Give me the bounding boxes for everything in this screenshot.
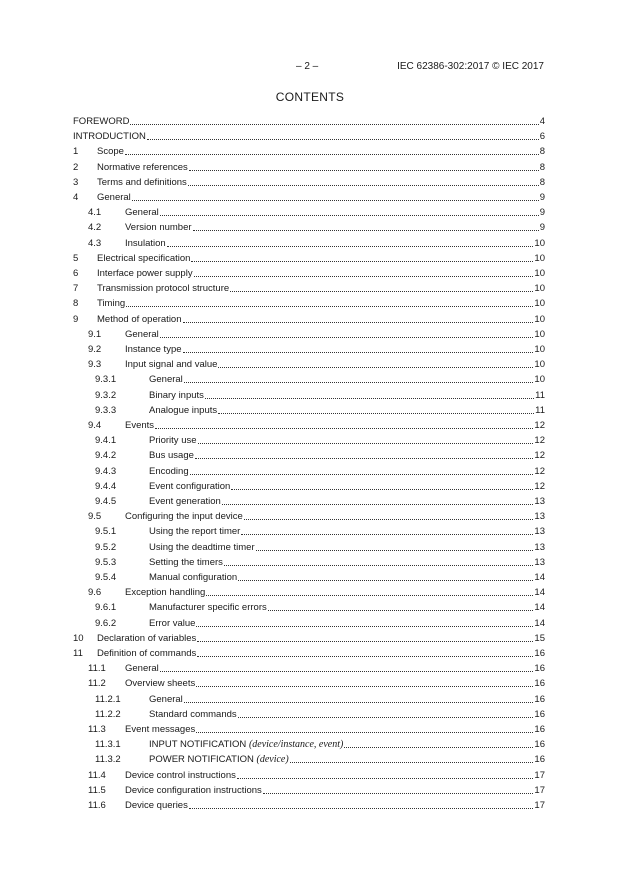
toc-entry-page: 10	[534, 283, 545, 295]
toc-entry-title	[97, 283, 229, 295]
toc-entry-title-text: Scope	[97, 146, 124, 158]
dot-leader	[130, 124, 538, 125]
toc-entry-number: 9.4.5	[95, 496, 117, 507]
toc-entry-page: 17	[534, 769, 545, 781]
toc-entry-page: 13	[534, 556, 545, 568]
toc-entry-title-text: INPUT NOTIFICATION	[149, 739, 247, 751]
toc-entry-title	[125, 724, 195, 736]
toc-entry-title	[125, 663, 159, 675]
toc-entry-title	[125, 329, 159, 341]
dot-leader	[167, 246, 534, 247]
dot-leader	[230, 291, 533, 292]
toc-entry[interactable]	[95, 524, 545, 538]
toc-entry-page: 8	[539, 161, 545, 173]
dot-leader	[194, 276, 534, 277]
toc-entry-title-text: Version number	[125, 222, 192, 234]
toc-entry[interactable]	[88, 327, 545, 341]
dot-leader	[344, 747, 533, 748]
toc-entry-number: 10	[73, 632, 84, 644]
toc-entry-title-text: Method of operation	[97, 313, 182, 325]
toc-entry-title-text: Overview sheets	[125, 678, 196, 690]
toc-entry-title-text: Electrical specification	[97, 252, 191, 264]
toc-entry-page: 10	[534, 252, 545, 264]
toc-entry[interactable]	[95, 479, 545, 493]
toc-entry-number: 9.4.2	[95, 450, 117, 462]
toc-entry[interactable]	[95, 752, 545, 766]
toc-entry-arguments: (device)	[256, 754, 289, 766]
toc-entry-number: 9.4.4	[95, 480, 117, 492]
toc-entry-page: 10	[534, 298, 545, 310]
toc-entry-title	[97, 633, 196, 645]
toc-entry-title-text: General	[97, 192, 131, 203]
toc-entry-number: 9.6.2	[95, 617, 117, 629]
toc-entry-title	[97, 146, 124, 158]
page-header	[0, 61, 620, 75]
toc-entry-title-text: Interface power supply	[97, 268, 193, 279]
standard-reference: IEC 62386-302:2017 © IEC 2017	[397, 61, 544, 72]
toc-entry-number: 4.3	[88, 237, 102, 249]
dot-leader	[196, 686, 533, 687]
toc-entry-number: 9.5.2	[95, 541, 117, 553]
toc-entry-title	[125, 359, 217, 371]
dot-leader	[160, 215, 539, 216]
toc-entry-page: 12	[534, 420, 545, 431]
toc-entry-page: 10	[534, 359, 545, 371]
toc-entry[interactable]	[95, 464, 545, 478]
toc-entry-title	[97, 253, 190, 265]
toc-entry-number: 4.1	[88, 207, 102, 219]
toc-entry-page: 8	[539, 176, 545, 188]
toc-entry-number: 11.2	[88, 678, 106, 690]
toc-entry-number: 9.3.1	[95, 374, 117, 386]
toc-entry-page: 12	[534, 480, 545, 492]
toc-entry-title	[97, 268, 193, 280]
dot-leader	[237, 778, 534, 779]
toc-entry-title-text: Event messages	[125, 724, 196, 735]
toc-entry[interactable]	[95, 555, 545, 569]
dot-leader	[191, 261, 533, 262]
dot-leader	[196, 626, 533, 627]
dot-leader	[241, 534, 533, 535]
dot-leader	[206, 595, 533, 596]
toc-entry-title-text: Bus usage	[149, 450, 194, 462]
dot-leader	[183, 322, 534, 323]
toc-entry-number: 9.6.1	[95, 602, 117, 614]
toc-entry-number: 11.2.1	[95, 693, 121, 705]
toc-entry-title-text: Declaration of variables	[97, 632, 197, 644]
toc-entry-title-text: Error value	[149, 617, 196, 629]
dot-leader	[189, 170, 539, 171]
toc-entry-title-text: Configuring the input device	[125, 511, 243, 523]
dot-leader	[238, 717, 534, 718]
toc-entry-number: 11.4	[88, 769, 106, 781]
toc-entry-title-text: Binary inputs	[149, 389, 204, 401]
toc-entry[interactable]	[95, 494, 545, 508]
toc-entry-page: 9	[539, 192, 545, 203]
toc-entry-title-text: General	[149, 374, 183, 386]
toc-entry-title	[149, 481, 230, 493]
toc-entry-number: 9.5.4	[95, 572, 117, 583]
toc-entry-number: 9.3.2	[95, 389, 117, 401]
toc-entry-title-text: Device configuration instructions	[125, 784, 262, 796]
toc-entry-title	[125, 238, 166, 250]
dot-leader	[193, 230, 539, 231]
toc-entry[interactable]	[73, 160, 545, 174]
toc-entry-title-text: Device queries	[125, 800, 188, 811]
dot-leader	[188, 185, 539, 186]
toc-entry-page: 16	[534, 739, 545, 751]
toc-entry-page: 10	[534, 374, 545, 386]
dot-leader	[205, 398, 534, 399]
toc-entry-title	[125, 785, 262, 797]
dot-leader	[218, 367, 533, 368]
dot-leader	[263, 793, 534, 794]
toc-entry-title	[149, 496, 221, 508]
dot-leader	[183, 352, 534, 353]
toc-entry-number: 11.5	[88, 784, 106, 796]
toc-entry-title	[73, 131, 146, 143]
toc-entry-title-text: Insulation	[125, 237, 166, 249]
dot-leader	[147, 139, 539, 140]
toc-entry[interactable]	[73, 251, 545, 265]
toc-entry[interactable]	[88, 205, 545, 219]
toc-entry-number: 7	[73, 283, 79, 295]
toc-entry[interactable]	[88, 357, 545, 371]
toc-entry-title-text: Analogue inputs	[149, 404, 218, 416]
toc-entry[interactable]	[88, 768, 545, 782]
toc-entry-page: 10	[534, 328, 545, 340]
dot-leader	[231, 489, 533, 490]
toc-entry-title-text: General	[125, 207, 159, 219]
toc-entry-title-text: General	[125, 663, 159, 675]
toc-entry-title	[125, 770, 236, 782]
toc-entry[interactable]	[95, 433, 545, 447]
toc-entry-page: 4	[539, 116, 545, 127]
dot-leader	[125, 154, 539, 155]
toc-entry-number: 6	[73, 268, 79, 279]
toc-entry-title-text: Using the report timer	[149, 526, 241, 538]
dot-leader	[222, 504, 534, 505]
dot-leader	[132, 200, 539, 201]
toc-entry[interactable]	[95, 737, 545, 751]
toc-entry[interactable]	[95, 388, 545, 402]
dot-leader	[197, 641, 533, 642]
contents-title: CONTENTS	[275, 90, 345, 104]
toc-entry-page: 16	[534, 708, 545, 720]
dot-leader	[196, 732, 533, 733]
dot-leader	[290, 762, 534, 763]
toc-entry-title	[149, 450, 194, 462]
toc-entry-number: 5	[73, 252, 79, 264]
toc-entry-title-text: Events	[125, 420, 155, 431]
toc-entry-page: 15	[534, 632, 545, 644]
toc-entry[interactable]	[73, 266, 545, 280]
toc-entry-arguments: (device/instance, event)	[248, 739, 344, 751]
dot-leader	[126, 306, 533, 307]
toc-entry-number: 8	[73, 298, 79, 310]
toc-entry-number: 11.3.1	[95, 739, 121, 751]
toc-entry-title	[149, 618, 195, 630]
toc-entry-page: 9	[539, 222, 545, 234]
toc-entry-title-text: Setting the timers	[149, 556, 223, 568]
toc-entry[interactable]	[73, 129, 545, 143]
toc-entry-page: 17	[534, 784, 545, 796]
toc-entry-title	[125, 511, 243, 523]
dot-leader	[155, 428, 533, 429]
dot-leader	[189, 808, 534, 809]
toc-entry-title-text: Manufacturer specific errors	[149, 602, 267, 614]
toc-entry[interactable]	[95, 616, 545, 630]
toc-entry-number: 9.5.1	[95, 526, 117, 538]
dot-leader	[197, 656, 533, 657]
toc-entry-title-text: Standard commands	[149, 708, 237, 720]
toc-entry-page: 14	[534, 572, 545, 583]
toc-entry-number: 9.3	[88, 359, 102, 371]
dot-leader	[190, 474, 534, 475]
toc-entry-number: 9.5.3	[95, 556, 117, 568]
toc-entry-page: 11	[535, 404, 545, 416]
toc-entry-title	[73, 116, 129, 128]
toc-entry[interactable]	[95, 540, 545, 554]
toc-entry-title	[125, 587, 205, 599]
toc-entry-title	[149, 754, 289, 766]
toc-entry[interactable]	[95, 372, 545, 386]
toc-entry-page: 13	[534, 511, 545, 523]
toc-entry[interactable]	[73, 631, 545, 645]
toc-entry[interactable]	[73, 296, 545, 310]
toc-entry[interactable]	[88, 798, 545, 812]
toc-entry[interactable]	[95, 448, 545, 462]
toc-entry[interactable]	[73, 144, 545, 158]
toc-entry-title-text: Event generation	[149, 496, 221, 507]
toc-entry-title	[97, 192, 131, 204]
toc-entry-number: 9.5	[88, 511, 102, 523]
toc-entry[interactable]	[88, 661, 545, 675]
toc-entry[interactable]	[73, 175, 545, 189]
toc-entry-title-text: Normative references	[97, 161, 188, 173]
toc-entry-page: 14	[534, 602, 545, 614]
toc-entry-page: 12	[534, 450, 545, 462]
toc-entry-title	[149, 709, 237, 721]
toc-entry[interactable]	[88, 236, 545, 250]
toc-entry[interactable]	[95, 600, 545, 614]
toc-entry[interactable]	[73, 646, 545, 660]
toc-entry[interactable]	[88, 509, 545, 523]
toc-entry-page: 9	[539, 207, 545, 219]
toc-entry-number: 11.3.2	[95, 754, 121, 766]
toc-entry-title	[149, 542, 255, 554]
toc-entry-page: 6	[539, 131, 545, 143]
toc-entry-title-text: Input signal and value	[125, 359, 218, 371]
dot-leader	[256, 550, 534, 551]
toc-entry-title-text: General	[125, 328, 159, 340]
toc-entry-page: 16	[534, 724, 545, 735]
toc-entry-title	[149, 390, 204, 402]
toc-entry[interactable]	[88, 676, 545, 690]
toc-entry-number: 9.2	[88, 344, 102, 355]
toc-entry[interactable]	[73, 114, 545, 128]
toc-entry-title	[97, 648, 196, 660]
toc-entry-title-text: Priority use	[149, 435, 197, 447]
toc-entry-page: 12	[534, 435, 545, 447]
toc-entry[interactable]	[95, 707, 545, 721]
toc-entry-title	[149, 557, 223, 569]
toc-entry-title	[97, 162, 188, 174]
toc-entry-page: 10	[534, 344, 545, 355]
toc-entry-title-text: Timing	[97, 298, 126, 310]
dot-leader	[195, 458, 534, 459]
toc-entry-title-text: Event configuration	[149, 480, 231, 492]
toc-entry[interactable]	[88, 783, 545, 797]
toc-entry-title	[125, 344, 182, 356]
toc-entry-number: 11.3	[88, 724, 106, 735]
toc-entry-number: 9.4.1	[95, 435, 117, 447]
toc-entry-number: 4.2	[88, 222, 102, 234]
toc-entry[interactable]	[95, 570, 545, 584]
toc-entry-page: 16	[534, 693, 545, 705]
toc-entry-page: 14	[534, 587, 545, 599]
toc-entry-title	[149, 435, 197, 447]
toc-entry-title-text: Using the deadtime timer	[149, 541, 255, 553]
toc-entry-title-text: Encoding	[149, 465, 189, 477]
toc-entry-number: 9.1	[88, 328, 102, 340]
toc-entry-number: 4	[73, 192, 79, 203]
toc-entry-title	[125, 678, 195, 690]
toc-entry-title	[125, 207, 159, 219]
toc-entry-title-text: POWER NOTIFICATION	[149, 754, 254, 766]
dot-leader	[184, 702, 534, 703]
toc-entry-title	[125, 222, 192, 234]
toc-entry-page: 10	[534, 313, 545, 325]
toc-entry-number: 9.3.3	[95, 404, 117, 416]
toc-entry-title-text: Manual configuration	[149, 572, 238, 583]
toc-entry-title	[125, 420, 154, 432]
toc-entry-number: 11.1	[88, 663, 106, 675]
dot-leader	[198, 443, 534, 444]
toc-entry-page: 10	[534, 268, 545, 279]
toc-entry-page: 17	[534, 800, 545, 811]
toc-entry-title	[149, 602, 267, 614]
toc-entry[interactable]	[88, 585, 545, 599]
toc-entry-title	[149, 572, 237, 584]
toc-entry-title-text: Transmission protocol structure	[97, 283, 230, 295]
dot-leader	[244, 519, 534, 520]
toc-entry-page: 16	[534, 678, 545, 690]
toc-entry[interactable]	[95, 692, 545, 706]
toc-entry-page: 10	[534, 237, 545, 249]
toc-entry-title-text: INTRODUCTION	[73, 131, 146, 143]
toc-entry[interactable]	[73, 281, 545, 295]
dot-leader	[268, 610, 534, 611]
toc-entry[interactable]	[88, 342, 545, 356]
toc-entry-page: 13	[534, 496, 545, 507]
toc-entry-title-text: Definition of commands	[97, 648, 197, 659]
toc-entry-number: 2	[73, 161, 79, 173]
dot-leader	[160, 671, 534, 672]
toc-entry-number: 11.6	[88, 800, 106, 811]
toc-entry[interactable]	[73, 312, 545, 326]
toc-entry-title	[149, 739, 343, 751]
toc-entry-page: 11	[535, 389, 545, 401]
toc-entry-title	[149, 405, 217, 417]
toc-entry-title	[125, 800, 188, 812]
page-number: – 2 –	[296, 61, 319, 72]
toc-entry[interactable]	[88, 418, 545, 432]
toc-entry-page: 13	[534, 526, 545, 538]
dot-leader	[160, 337, 534, 338]
dot-leader	[224, 565, 534, 566]
toc-entry-number: 9	[73, 313, 79, 325]
toc-entry-number: 1	[73, 146, 79, 158]
toc-entry-title	[97, 314, 182, 326]
dot-leader	[238, 580, 533, 581]
toc-entry-number: 11.2.2	[95, 708, 121, 720]
toc-entry-title-text: Exception handling	[125, 587, 206, 599]
toc-entry-number: 9.4	[88, 420, 102, 431]
toc-entry-title	[149, 694, 183, 706]
toc-entry-title	[97, 298, 125, 310]
toc-entry-number: 11	[73, 648, 83, 659]
toc-entry[interactable]	[95, 403, 545, 417]
toc-entry-title-text: FOREWORD	[73, 116, 130, 127]
toc-entry-title	[97, 177, 187, 189]
toc-entry-page: 16	[534, 663, 545, 675]
toc-entry-number: 9.6	[88, 587, 102, 599]
toc-entry-page: 8	[539, 146, 545, 158]
toc-entry-number: 3	[73, 176, 79, 188]
toc-entry-page: 12	[534, 465, 545, 477]
toc-entry-title	[149, 374, 183, 386]
toc-entry-title-text: Terms and definitions	[97, 176, 187, 188]
toc-entry[interactable]	[88, 220, 545, 234]
toc-entry-number: 9.4.3	[95, 465, 117, 477]
dot-leader	[218, 413, 534, 414]
toc-entry-page: 13	[534, 541, 545, 553]
dot-leader	[184, 382, 534, 383]
toc-entry-title-text: Instance type	[125, 344, 182, 355]
toc-entry-title	[149, 526, 240, 538]
toc-entry-page: 16	[534, 648, 545, 659]
toc-entry-title-text: General	[149, 693, 183, 705]
toc-entry-title-text: Device control instructions	[125, 769, 236, 781]
toc-entry-title	[149, 466, 189, 478]
toc-entry-page: 14	[534, 617, 545, 629]
toc-entry-page: 16	[534, 754, 545, 766]
toc-entry[interactable]	[88, 722, 545, 736]
toc-entry[interactable]	[73, 190, 545, 204]
